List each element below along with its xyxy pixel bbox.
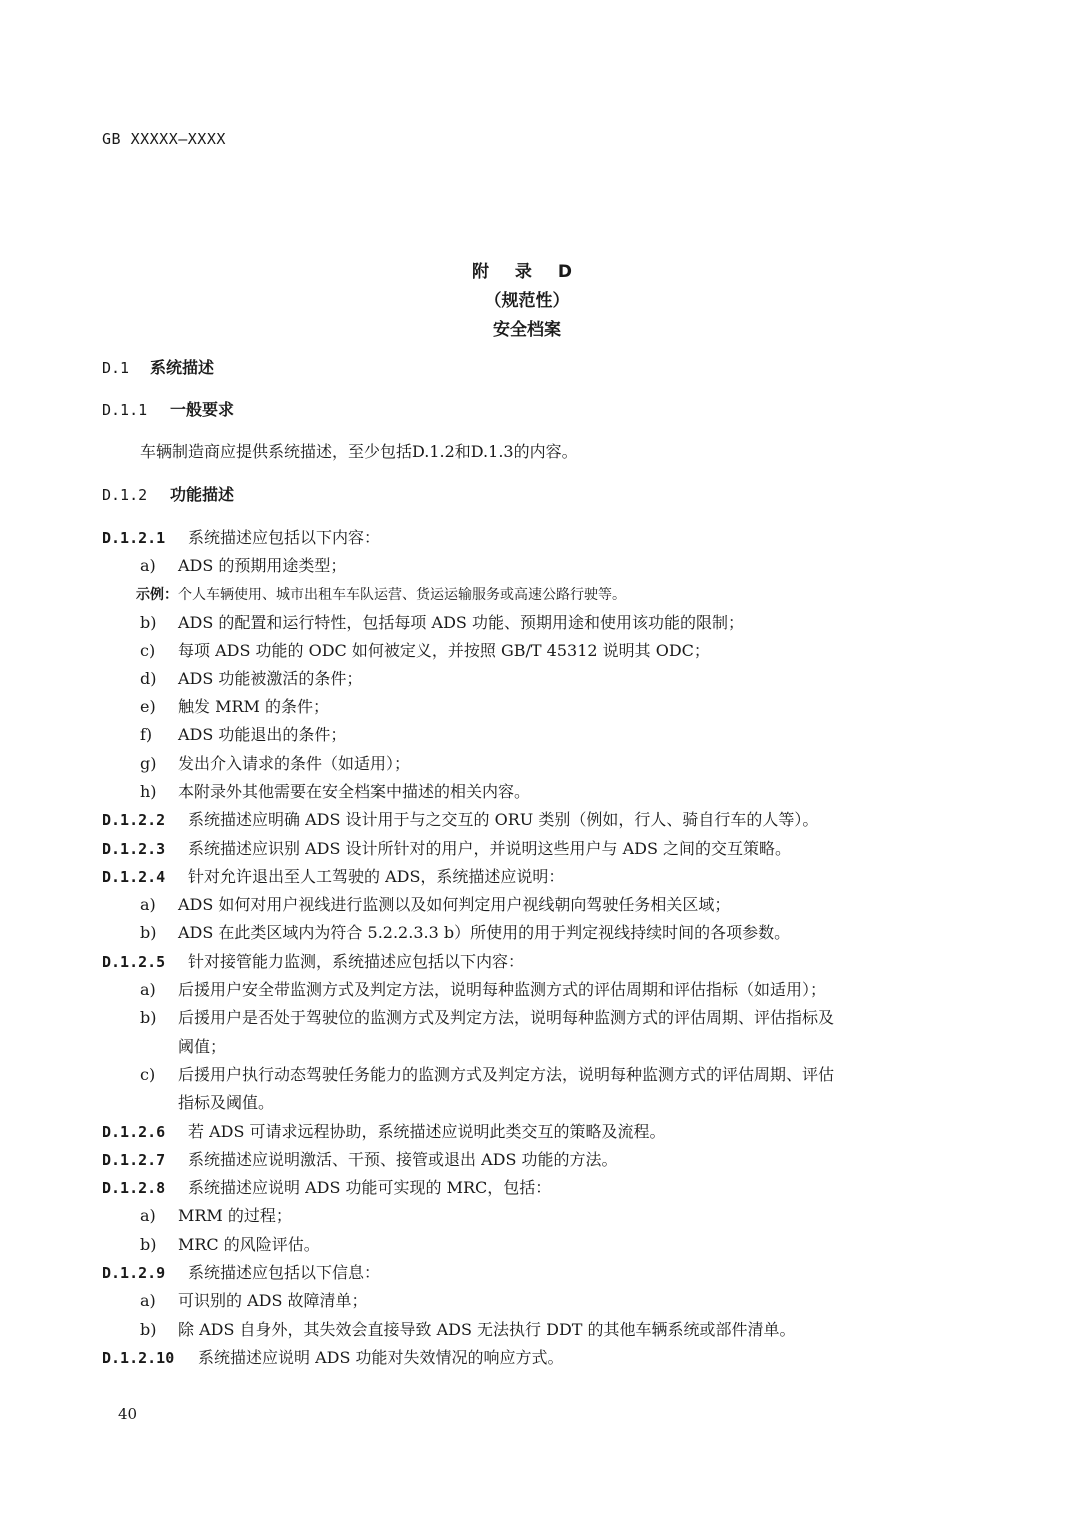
clause-text: 系统描述应说明激活、干预、接管或退出 ADS 功能的方法。 — [188, 1150, 618, 1169]
clause-d1-2-4 — [102, 866, 564, 888]
clause-d1-2-7 — [102, 1149, 618, 1171]
section-title: 功能描述 — [170, 485, 235, 504]
section-title: 一般要求 — [170, 400, 235, 419]
list-marker: a) — [140, 556, 156, 575]
list-item — [140, 894, 730, 916]
list-item — [140, 696, 329, 718]
list-item — [140, 1064, 834, 1086]
clause-d1-2-1 — [102, 527, 380, 549]
example-text: 个人车辆使用、城市出租车车队运营、货运运输服务或高速公路行驶等。 — [178, 587, 626, 603]
list-item-text: 可识别的 ADS 故障清单； — [178, 1291, 368, 1310]
list-item-text: ADS 的配置和运行特性，包括每项 ADS 功能、预期用途和使用该功能的限制； — [178, 613, 744, 632]
clause-text: 系统描述应识别 ADS 设计所针对的用户，并说明这些用户与 ADS 之间的交互策略。 — [188, 839, 792, 858]
list-marker: b) — [140, 1008, 157, 1027]
clause-text: 系统描述应说明 ADS 功能可实现的 MRC，包括： — [188, 1178, 552, 1197]
list-marker: b) — [140, 1320, 157, 1339]
list-marker: c) — [140, 1065, 156, 1084]
list-marker: c) — [140, 641, 156, 660]
list-item — [140, 668, 362, 690]
clause-d1-2-6 — [102, 1121, 666, 1143]
clause-d1-2-10 — [102, 1347, 564, 1369]
clause-text: 系统描述应说明 ADS 功能对失效情况的响应方式。 — [198, 1348, 564, 1367]
list-item — [140, 640, 710, 662]
list-marker: a) — [140, 1206, 156, 1225]
list-item-text: ADS 的预期用途类型； — [178, 556, 347, 575]
list-marker: h) — [140, 782, 157, 801]
list-marker: d) — [140, 669, 157, 688]
list-item — [140, 922, 790, 944]
list-item-text: ADS 功能被激活的条件； — [178, 669, 363, 688]
appendix-label: 附 录 D — [472, 262, 582, 282]
list-item-text: ADS 在此类区域内为符合 5.2.2.3.3 b）所使用的用于判定视线持续时间的各项参数。 — [178, 923, 791, 942]
list-item-text: 后援用户安全带监测方式及判定方法，说明每种监测方式的评估周期和评估指标（如适用）； — [178, 980, 827, 999]
list-marker: f) — [140, 725, 153, 744]
appendix-title: 安全档案 — [493, 320, 561, 340]
clause-number: D.1.2.3 — [102, 840, 166, 858]
clause-d1-2-2 — [102, 809, 818, 831]
clause-text: 若 ADS 可请求远程协助，系统描述应说明此类交互的策略及流程。 — [188, 1122, 666, 1141]
clause-d1-2-3 — [102, 838, 791, 860]
list-item-continuation: 阈值； — [178, 1037, 227, 1056]
section-d12-heading — [102, 484, 234, 506]
list-item-continuation: 指标及阈值。 — [178, 1093, 275, 1112]
section-number: D.1 — [102, 359, 130, 377]
list-item-text: ADS 如何对用户视线进行监测以及如何判定用户视线朝向驾驶任务相关区域； — [178, 895, 731, 914]
list-marker: b) — [140, 923, 157, 942]
clause-number: D.1.2.8 — [102, 1179, 166, 1197]
list-item — [140, 555, 346, 577]
clause-number: D.1.2.2 — [102, 811, 166, 829]
example-note — [136, 584, 626, 606]
page-number: 40 — [118, 1405, 138, 1423]
list-item — [140, 753, 410, 775]
clause-number: D.1.2.4 — [102, 868, 166, 886]
list-marker: a) — [140, 895, 156, 914]
clause-text: 系统描述应包括以下内容： — [188, 528, 381, 547]
list-item-text: 发出介入请求的条件（如适用）； — [178, 754, 411, 773]
list-item-text: 后援用户执行动态驾驶任务能力的监测方式及判定方法，说明每种监测方式的评估周期、评估 — [178, 1065, 835, 1084]
list-item — [140, 781, 530, 803]
list-item — [140, 1205, 292, 1227]
list-item — [140, 1234, 320, 1256]
clause-text: 针对允许退出至人工驾驶的 ADS，系统描述应说明： — [188, 867, 565, 886]
clause-d1-2-8 — [102, 1177, 551, 1199]
list-item — [140, 612, 744, 634]
clause-number: D.1.2.7 — [102, 1151, 166, 1169]
list-item — [140, 1319, 796, 1341]
clause-number: D.1.2.5 — [102, 953, 166, 971]
list-item — [140, 1290, 368, 1312]
list-marker: g) — [140, 754, 157, 773]
section-d11-body: 车辆制造商应提供系统描述，至少包括D.1.2和D.1.3的内容。 — [140, 442, 578, 461]
list-item-text: 后援用户是否处于驾驶位的监测方式及判定方法，说明每种监测方式的评估周期、评估指标及 — [178, 1008, 835, 1027]
list-marker: e) — [140, 697, 156, 716]
section-d1-heading — [102, 357, 214, 379]
appendix-type: （规范性） — [484, 291, 570, 311]
list-item-text: ADS 功能退出的条件； — [178, 725, 347, 744]
list-item-text: MRM 的过程； — [178, 1206, 292, 1225]
section-number: D.1.2 — [102, 486, 148, 504]
section-title: 系统描述 — [150, 358, 215, 377]
clause-text: 系统描述应明确 ADS 设计用于与之交互的 ORU 类别（例如，行人、骑自行车的人等）。 — [188, 810, 819, 829]
list-item — [140, 724, 346, 746]
list-marker: b) — [140, 613, 157, 632]
example-label: 示例： — [136, 587, 178, 603]
clause-number: D.1.2.10 — [102, 1349, 175, 1367]
clause-text: 针对接管能力监测，系统描述应包括以下内容： — [188, 952, 525, 971]
clause-number: D.1.2.9 — [102, 1264, 166, 1282]
clause-d1-2-5 — [102, 951, 524, 973]
list-marker: a) — [140, 1291, 156, 1310]
list-item — [140, 1007, 834, 1029]
clause-d1-2-9 — [102, 1262, 380, 1284]
list-item-text: 每项 ADS 功能的 ODC 如何被定义，并按照 GB/T 45312 说明其 ODC； — [178, 641, 710, 660]
clause-text: 系统描述应包括以下信息： — [188, 1263, 381, 1282]
section-number: D.1.1 — [102, 401, 148, 419]
list-item-text: 触发 MRM 的条件； — [178, 697, 329, 716]
list-item-text: 本附录外其他需要在安全档案中描述的相关内容。 — [178, 782, 531, 801]
clause-number: D.1.2.6 — [102, 1123, 166, 1141]
list-item-text: 除 ADS 自身外，其失效会直接导致 ADS 无法执行 DDT 的其他车辆系统或部件清单。 — [178, 1320, 796, 1339]
document-code: GB XXXXX—XXXX — [102, 130, 226, 148]
list-marker: b) — [140, 1235, 157, 1254]
clause-number: D.1.2.1 — [102, 529, 166, 547]
list-item-text: MRC 的风险评估。 — [178, 1235, 320, 1254]
list-item — [140, 979, 826, 1001]
list-marker: a) — [140, 980, 156, 999]
section-d11-heading — [102, 399, 234, 421]
